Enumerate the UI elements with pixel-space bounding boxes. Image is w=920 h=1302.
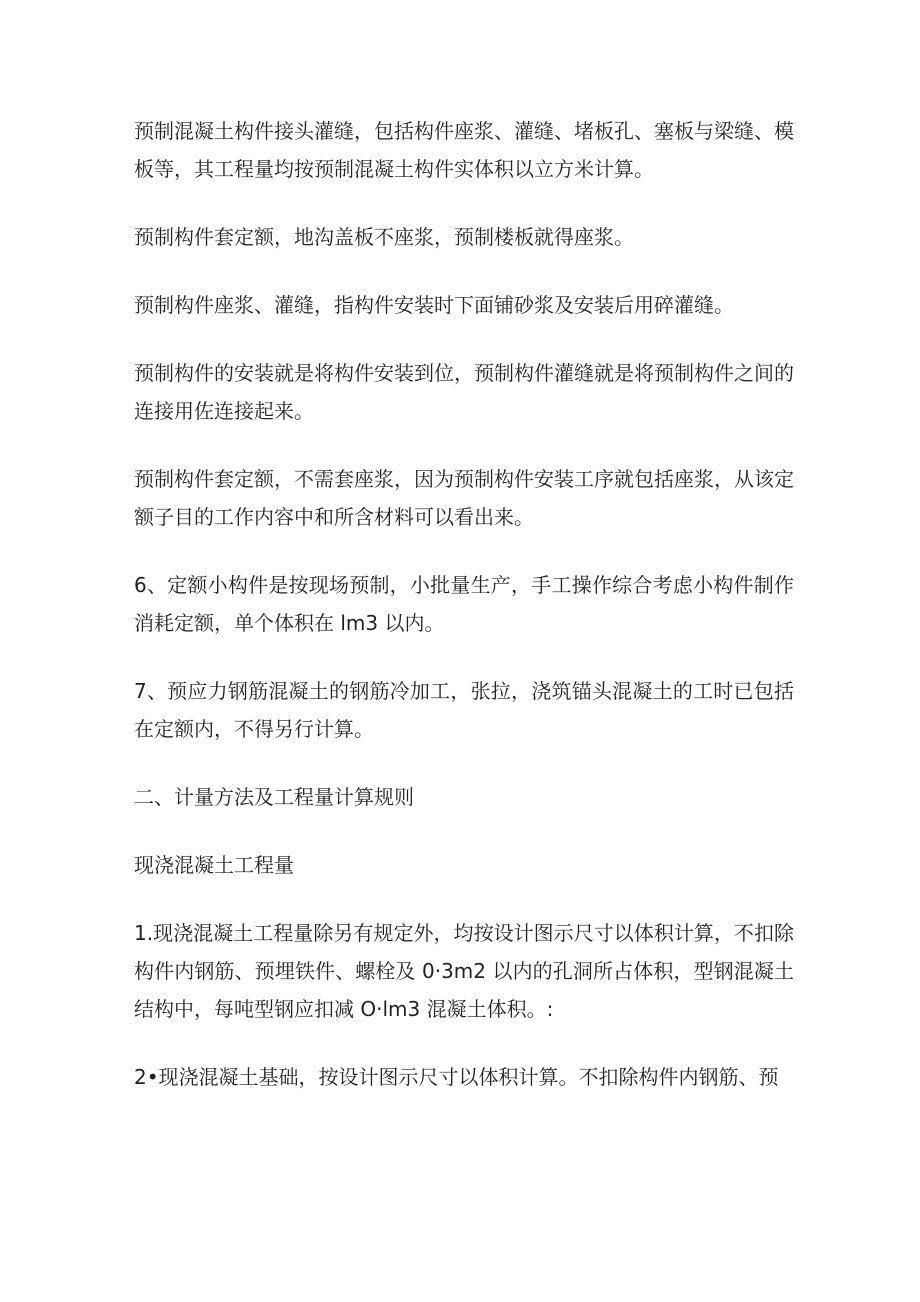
paragraph-precast-installation: 预制构件的安装就是将构件安装到位，预制构件灌缝就是将预制构件之间的连接用佐连接起来。 <box>134 361 794 423</box>
paragraph-rule-2-foundation: 2•现浇混凝土基础，按设计图示尺寸以体积计算。不扣除构件内钢筋、预 <box>134 1065 779 1089</box>
paragraph-item-7-prestressed-steel: 7、预应力钢筋混凝土的钢筋冷加工，张拉，浇筑锚头混凝土的工时已包括在定额内，不得另行计算。 <box>134 679 794 741</box>
section-heading-measurement-rules: 二、计量方法及工程量计算规则 <box>134 785 414 809</box>
paragraph-precast-quota-no-bedding: 预制构件套定额，不需套座浆，因为预制构件安装工序就包括座浆，从该定额子目的工作内容中和所含材料可以看出来。 <box>134 467 794 529</box>
paragraph-item-6-small-components: 6、定额小构件是按现场预制，小批量生产，手工操作综合考虑小构件制作消耗定额，单个体积在 lm3 以内。 <box>134 573 794 635</box>
document-body <box>134 112 794 1126</box>
paragraph-precast-quota-trench-cover: 预制构件套定额，地沟盖板不座浆，预制楼板就得座浆。 <box>134 225 634 249</box>
paragraph-precast-grout-bedding: 预制构件座浆、灌缝，指构件安装时下面铺砂浆及安装后用碎灌缝。 <box>134 293 734 317</box>
paragraph-precast-joint-grouting: 预制混凝土构件接头灌缝，包括构件座浆、灌缝、堵板孔、塞板与梁缝、模板等，其工程量均按预制混凝土构件实体积以立方米计算。 <box>134 119 794 181</box>
paragraph-rule-1-volume: 1.现浇混凝土工程量除另有规定外，均按设计图示尺寸以体积计算，不扣除构件内钢筋、预埋铁件、螺栓及 0·3m2 以内的孔洞所占体积，型钢混凝土结构中，每吨型钢应扣减 O·lm3 混凝土体积。: <box>134 921 794 1021</box>
subheading-cast-in-place-concrete: 现浇混凝土工程量 <box>134 853 294 877</box>
